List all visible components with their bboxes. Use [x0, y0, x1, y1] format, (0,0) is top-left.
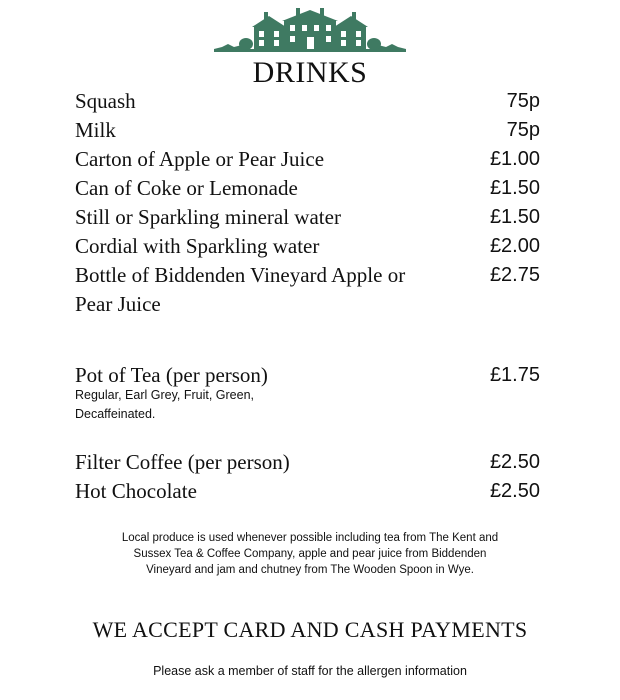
- menu-item-name: Filter Coffee (per person): [75, 450, 290, 474]
- menu-item-name: Bottle of Biddenden Vineyard Apple or Pear Juice: [75, 263, 406, 316]
- menu-item-name: Carton of Apple or Pear Juice: [75, 147, 325, 171]
- allergen-notice: Please ask a member of staff for the allergen information: [153, 664, 467, 678]
- tea-varieties: Regular, Earl Grey, Fruit, Green, Decaffeinated.: [75, 388, 254, 421]
- country-house-logo-icon: [214, 8, 406, 54]
- menu-item-price: £2.00: [489, 235, 540, 257]
- menu-item-name: Still or Sparkling mineral water: [75, 205, 341, 229]
- menu-item-price: £2.75: [489, 264, 540, 286]
- menu-item-price: 75p: [506, 119, 540, 141]
- menu-item-price: £1.75: [489, 364, 540, 386]
- menu-title: DRINKS: [252, 56, 368, 89]
- menu-item-name: Cordial with Sparkling water: [75, 234, 320, 258]
- menu-item-name: Pot of Tea (per person): [75, 363, 268, 387]
- menu-item-price: 75p: [506, 90, 540, 112]
- menu-item-name: Can of Coke or Lemonade: [75, 176, 298, 200]
- menu-item-name: Squash: [75, 89, 136, 113]
- payments-notice: WE ACCEPT CARD AND CASH PAYMENTS: [92, 617, 528, 642]
- menu-item-name: Hot Chocolate: [75, 479, 197, 503]
- menu-item-price: £1.50: [489, 177, 540, 199]
- local-produce-note: Local produce is used whenever possible including tea from The Kent and Sussex Tea & Coffee Company, apple and pear juice from Biddenden Vineyard and jam and chutney from The Wooden Spoon in Wye.: [121, 532, 499, 576]
- menu-item-price: £2.50: [489, 480, 540, 502]
- menu-item-price: £1.50: [489, 206, 540, 228]
- menu-item-price: £1.00: [489, 148, 540, 170]
- menu-item-price: £2.50: [489, 451, 540, 473]
- menu-item-name: Milk: [75, 118, 116, 142]
